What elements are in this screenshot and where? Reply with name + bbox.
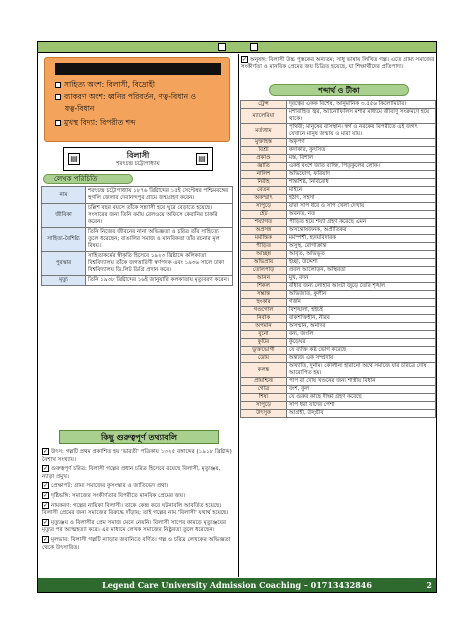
word-row (241, 347, 436, 355)
word-meaning: দূরত্বের একক বিশেষ, আনুমানিক ৩.৫৫৬ কিলোমিটার। (287, 101, 436, 109)
left-column (39, 54, 235, 577)
fact-item (42, 536, 232, 552)
word-term: গোত্র (241, 386, 287, 394)
bio-key: মৃত্যু (42, 276, 86, 286)
top-bar (38, 42, 436, 53)
fact-item (42, 448, 232, 464)
fact-text: উৎস: গল্পটি প্রথম প্রকাশিত হয় 'ভারতী' পত্রিকায় ১৩২৫ বঙ্গাব্দের (১৯১৮ খ্রিষ্টাব্দ) বৈশাখ সংখ্যায়। (42, 449, 232, 463)
bio-row (42, 228, 233, 252)
word-meaning: বন্য, জংলি (287, 331, 436, 339)
word-term: নালিশ (241, 171, 287, 179)
word-meaning: অসন্তোষজনক, অপ্রীতিকর (287, 227, 436, 235)
word-meaning: মুখ, বদন (287, 275, 436, 283)
word-meaning: যে ব্যক্তি কষ্ট ভোগ করেছে (287, 347, 436, 355)
word-row (241, 259, 436, 267)
footer (38, 578, 436, 592)
check-icon: ✓ (43, 501, 49, 509)
word-term: আচ্ছন্ন (241, 251, 287, 259)
bio-value: সাহিত্যকর্মের স্বীকৃতি হিসেবে ১৯২৩ খ্রিষ্টাব্দে কলিকাতা বিশ্ববিদ্যালয় তাঁকে জগত্তারিণী স্বর্ণপদক এবং ১৯৩৬ সালে ঢাকা বিশ্ববিদ্যালয় ডি.লিট ডিগ্রি প্রদান করে। (86, 252, 233, 276)
word-meaning: শান্তশিষ্ট, নির্বিরোধ (287, 179, 436, 187)
word-term: অপ্রসন্ন (241, 227, 287, 235)
word-term: আনন (241, 275, 287, 283)
word-meaning: যে গুরুর কাছে দীক্ষা গ্রহণ করেছে (287, 394, 436, 402)
facts-title: কিছু গুরুত্বপূর্ণ তথ্যাবলি (100, 433, 178, 442)
bio-key: পুরস্কার (42, 252, 86, 276)
word-meaning: মশাবাহিত জ্বর, অ্যানোফিলিস মশার মাধ্যমে জীবাণু সংক্রমণে হয়ে থাকে। (287, 109, 436, 124)
word-term: কুটির (241, 339, 287, 347)
word-term: গণ্ডগোল (241, 307, 287, 315)
word-row (241, 267, 436, 275)
word-meaning: মস্ত, বিশাল (287, 155, 436, 163)
word-meaning: অসুস্থ, রোগাক্রান্ত (287, 243, 436, 251)
word-term: অভিপ্রায় (241, 259, 287, 267)
title-bar (55, 63, 221, 75)
word-term: সম্ভ্রান্ত (241, 291, 287, 299)
word-meaning: অভিজাত, কুলীন (287, 291, 436, 299)
word-row (241, 402, 436, 410)
syllabus-box (44, 57, 230, 142)
word-meaning: অভিযোগ, ফরিয়াদ (287, 171, 436, 179)
word-row (241, 243, 436, 251)
word-meaning: বংশ, কুল (287, 386, 436, 394)
word-meaning: ইচ্ছা, উদ্দেশ্য (287, 259, 436, 267)
bio-value: তিনি নিজের জীবনের নানা অভিজ্ঞতা ও চরিত্র তাঁর সাহিত্যে তুলে ধরেছেন; বাঙালির সমাজ ও মানবিকতা তাঁর রচনার মূল বিষয়। (86, 228, 233, 252)
check-icon: ✓ (43, 491, 49, 499)
word-meaning: প্রবল আলোড়ন, অস্থিরতা (287, 267, 436, 275)
word-row (241, 187, 436, 195)
word-row (241, 378, 436, 386)
word-meaning: অখ্যাতি, দুর্নাম। কৌলীন্য হারানো অর্থে সমাজে যার চরিত্রে দোষ আরোপিত হয়। (287, 363, 436, 378)
words-table (240, 100, 436, 418)
word-meaning: বিশৃঙ্খলা, হইচই (287, 307, 436, 315)
word-row (241, 291, 436, 299)
book-icon: ▤ (196, 153, 208, 165)
story-title: বিলাসী (126, 151, 150, 160)
word-term: ডোম (241, 355, 287, 363)
words-title: শব্দার্থ ও টীকা (269, 84, 409, 96)
fact-text: মৃত্যুঞ্জয় ও বিলাসীর প্রেম সমাজ মেনে নেয়নি। বিলাসী সাপের কামড়ে মৃত্যুঞ্জয়ের মৃত্যুর পর আত্মহত্যা করে। এর মাধ্যমে লেখক সমাজের নিষ্ঠুরতা তুলে ধরেছেন। (42, 519, 227, 534)
word-row (241, 219, 436, 227)
fact-text: দৃষ্টিভঙ্গি: সমাজের সংকীর্ণতার বিপরীতে মানবিক প্রেমের জয়। (51, 492, 186, 499)
word-row (241, 109, 436, 124)
story-title-card (63, 147, 213, 171)
word-row (241, 195, 436, 203)
word-term: শিকল (241, 283, 287, 291)
word-term: প্রায়শ্চিত্ত (241, 378, 287, 386)
intro-paragraph: ✓ অনুষঙ্গ: বিলাসী উচ্চ পুস্তকের অন্যতম; সাধু ভাষায় লিখিত গল্প। এতে গ্রাম্য সমাজের সংকীর্ণতা ও মানবিক প্রেমের জয় চিত্রিত হয়েছে, যা শিক্ষার্থীদের প্রতিপাদ্য। (241, 56, 435, 71)
word-term: বেতন (241, 187, 287, 195)
word-term: হেঁট (241, 211, 287, 219)
word-row (241, 307, 436, 315)
word-row (241, 147, 436, 155)
story-author: শরৎচন্দ্র চট্টোপাধ্যায় (116, 161, 160, 167)
check-icon: ✓ (43, 482, 49, 490)
word-meaning: সাপ ধরা যাদের পেশা (287, 402, 436, 410)
fact-item (42, 482, 232, 491)
word-term: মুক্তাহস্ত (241, 139, 287, 147)
word-term: সাপুড়ে (241, 203, 287, 211)
word-term: শয্যাগত (241, 219, 287, 227)
word-meaning: হঠাৎ, সহসা (287, 195, 436, 203)
word-row (241, 315, 436, 323)
checkbox-icon (55, 82, 61, 88)
word-row (241, 235, 436, 243)
word-meaning: মাইনে (287, 187, 436, 195)
syllabus-item-cont: ষত্ব-বিধান (65, 104, 95, 113)
bio-value: চল্লিশ বছর বয়সে তাঁকে সন্ন্যাসী হয়ে ঘুরে বেড়াতে হয়েছে। সংসারের জন্য তিনি বর্মায় রেলওয়ে অফিসে কেরানির চাকরি করেন। (86, 204, 233, 228)
page-number: 2 (426, 580, 432, 590)
bio-value: শরৎচন্দ্র চট্টোপাধ্যায় ১৮৭৬ খ্রিষ্টাব্দের ১৫ই সেপ্টেম্বর পশ্চিমবঙ্গের হুগলি জেলার দেবানন্দপুর গ্রামে জন্মগ্রহণ করেন। (86, 187, 233, 204)
word-term: নির্বাক (241, 315, 287, 323)
word-term: সাপুড়ে (241, 402, 287, 410)
word-row (241, 124, 436, 139)
bio-row (42, 187, 233, 204)
bio-key: নাম (42, 187, 86, 204)
word-meaning: গর্জন (287, 299, 436, 307)
bio-table (41, 186, 233, 286)
check-icon: ✓ (43, 465, 49, 473)
bio-value: তিনি ১৯৩৮ খ্রিষ্টাব্দের ১৬ই জানুয়ারি কলকাতায় মৃত্যুবরণ করেন। (86, 276, 233, 286)
word-term: জ্ঞাতি (241, 163, 287, 171)
word-row (241, 331, 436, 339)
footer-text: Legend Care University Admission Coaching – 01713432846 (102, 580, 372, 590)
checkbox-icon (218, 43, 226, 51)
word-row (241, 410, 436, 418)
word-meaning: যারা সাপ ধরে ও সাপ খেলা দেখায় (287, 203, 436, 211)
word-row (241, 171, 436, 179)
word-row (241, 179, 436, 187)
word-term: পীড়িত (241, 243, 287, 251)
fact-item (42, 492, 232, 501)
word-meaning: বাঁধার জন্য লোহার আংটা জুড়ে তৈরি শৃঙ্খল (287, 283, 436, 291)
word-row (241, 227, 436, 235)
word-meaning: পাপ বা দোষ খণ্ডনের জন্য শাস্ত্রীয় বিধান (287, 378, 436, 386)
word-term: উৎসুক (241, 410, 287, 418)
word-row (241, 363, 436, 378)
word-meaning: অসম্মান, অনাদর (287, 323, 436, 331)
word-row (241, 283, 436, 291)
facts-list (42, 448, 232, 553)
word-row (241, 275, 436, 283)
word-row (241, 211, 436, 219)
word-meaning: একই বংশে জাত ব্যক্তি, পিতৃকুলের লোক। (287, 163, 436, 171)
word-term: হুংকার (241, 299, 287, 307)
fact-text: গুরুত্বপূর্ণ চরিত্র: বিলাসী গল্পের প্রধান চরিত্র হিসেবে রয়েছে বিলাসী, মৃত্যুঞ্জয়, ন্যাড়া প্রমুখ। (42, 466, 221, 480)
check-icon: ✓ (242, 56, 248, 63)
bio-row (42, 204, 233, 228)
word-row (241, 251, 436, 259)
word-term: প্রকাণ্ড (241, 155, 287, 163)
word-term: মর্ত্যধাম (241, 124, 287, 139)
bio-row (42, 252, 233, 276)
word-term: কলঙ্ক (241, 363, 287, 378)
word-row (241, 339, 436, 347)
word-row (241, 394, 436, 402)
syllabus-item: সাহিত্য অংশ: বিলাসী, বিদ্রোহী (55, 80, 155, 90)
fact-item (42, 519, 232, 535)
word-row (241, 101, 436, 109)
word-meaning: পীড়িত হয়ে শয্যা গ্রহণ করেছে এমন (287, 219, 436, 227)
bio-key: সাহিত্য-বৈশিষ্ট্য (42, 228, 86, 252)
word-term: ভুক্তভোগী (241, 347, 287, 355)
fact-item (42, 502, 232, 518)
word-term: ট্রেন্স (241, 101, 287, 109)
word-term: অপমান (241, 323, 287, 331)
page (37, 41, 437, 593)
check-icon: ✓ (43, 448, 49, 455)
check-icon: ✓ (43, 535, 49, 543)
facts-banner (59, 430, 219, 444)
bio-key: জীবিকা (42, 204, 86, 228)
syllabus-item: মুখস্থ বিদ্যা: বিপরীত শব্দ (55, 118, 135, 128)
word-term: নিরীহ (241, 179, 287, 187)
word-row (241, 355, 436, 363)
fact-text: নামকরণ: গল্পের নায়িকা বিলাসী। তাকে কেন্দ্র করে ঘটনাবলি আবর্তিত হয়েছে। বিলাসী প্রেমের জন্য সমাজের বিরুদ্ধে দাঁড়ায়; তাই গল্পের নাম 'বিলাসী' যথার্থ হয়েছে। (42, 502, 229, 517)
author-intro-label: লেখক পরিচিতি (43, 174, 133, 184)
word-meaning: আগ্রহী, উদ্‌গ্রীব (287, 410, 436, 418)
word-row (241, 203, 436, 211)
checkbox-icon (250, 43, 258, 51)
word-row (241, 163, 436, 171)
word-meaning: পৃথিবী; মানুষের বাসস্থান। স্বর্গ ও নরকের বিপরীতে এই জগৎ যেখানে মানুষ জন্মায় ও মারা যায়। (287, 124, 436, 139)
word-meaning: আবৃত, অভিভূত (287, 251, 436, 259)
right-column (238, 54, 436, 577)
word-row (241, 155, 436, 163)
syllabus-item: ব্যাকরণ অংশ: ধ্বনির পরিবর্তন, ণত্ব-বিধান ও (55, 92, 196, 102)
word-meaning: অবনত, নত (287, 211, 436, 219)
word-meaning: কুঁড়েঘর (287, 339, 436, 347)
fact-text: প্রেক্ষাপট: গ্রাম্য সমাজের কুসংস্কার ও জাতিভেদ প্রথা। (51, 483, 169, 490)
word-row (241, 139, 436, 147)
word-term: শিষ্য (241, 394, 287, 402)
word-meaning: অন্ত্যজ এক সম্প্রদায় (287, 355, 436, 363)
word-term: ম্যালেরিয়া (241, 109, 287, 124)
bio-row (42, 276, 233, 286)
word-row (241, 299, 436, 307)
word-term: তোলপাড় (241, 267, 287, 275)
book-icon: ▤ (68, 153, 80, 165)
checkbox-icon (55, 94, 61, 100)
checkbox-icon (55, 120, 61, 126)
word-meaning: কদাকার, কুৎসিত (287, 147, 436, 155)
word-meaning: মর্মস্পর্শী, হৃদয়বিদারক (287, 235, 436, 243)
word-term: মর্মান্তিক (241, 235, 287, 243)
fact-item (42, 465, 232, 481)
word-row (241, 323, 436, 331)
word-meaning: অকৃপণ (287, 139, 436, 147)
word-term: বুনো (241, 331, 287, 339)
word-term: বিশ্রী (241, 147, 287, 155)
word-meaning: বাকশক্তিহীন, নীরব (287, 315, 436, 323)
check-icon: ✓ (43, 518, 49, 526)
word-row (241, 386, 436, 394)
fact-text: মূলভাব: বিলাসী গল্পটি ন্যাড়ার জবানিতে বর্ণিত। গল্প ও চরিত্র লেখকের অভিজ্ঞতা থেকে উৎসারিত। (42, 536, 231, 551)
word-term: অকস্মাৎ (241, 195, 287, 203)
